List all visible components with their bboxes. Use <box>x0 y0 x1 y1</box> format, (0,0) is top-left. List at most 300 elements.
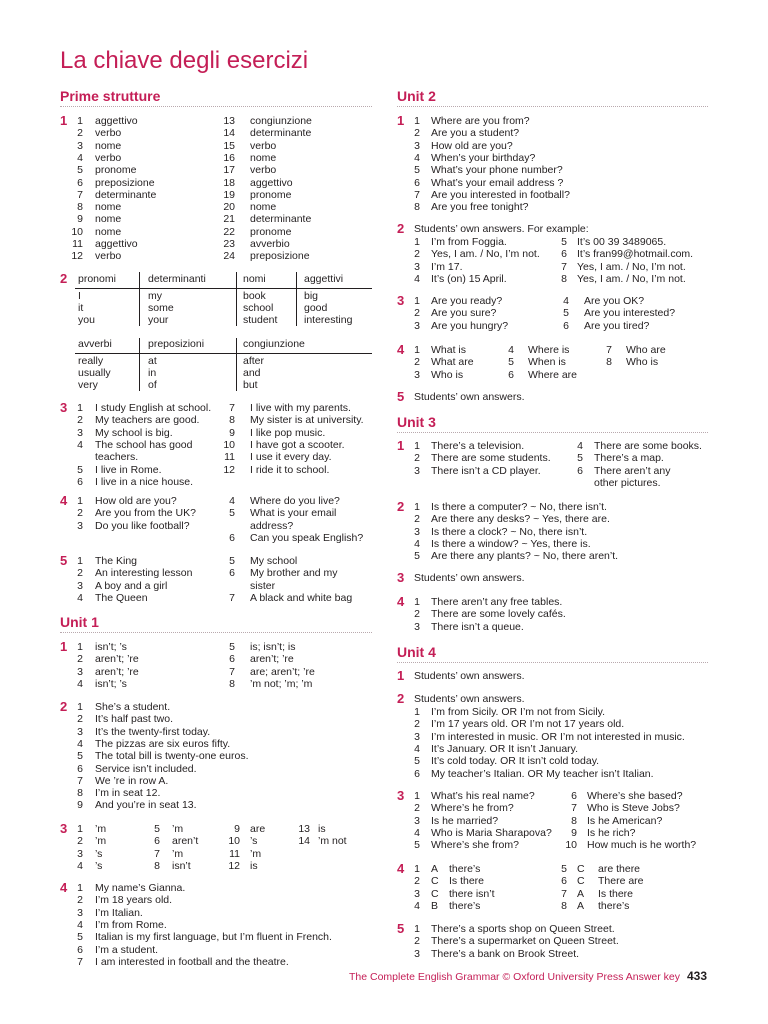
item-number: 19 <box>223 188 235 201</box>
item-number: 3 <box>414 730 420 743</box>
section-divider <box>397 432 708 433</box>
table-cell: after <box>243 355 265 367</box>
item-answer: determinante <box>250 127 312 140</box>
table-cell: school <box>243 302 274 314</box>
item-number: 6 <box>229 567 235 580</box>
item-number: 4 <box>577 440 583 452</box>
item-answer: What’s your phone number? <box>431 164 563 177</box>
item-number: 5 <box>414 839 420 852</box>
section-heading: Unit 1 <box>60 614 99 630</box>
item-number: 2 <box>414 608 420 621</box>
item-number: 10 <box>228 835 240 848</box>
item-answer: A boy and a girl <box>95 579 168 592</box>
exercise-number: 2 <box>60 271 68 286</box>
item-number: 4 <box>414 272 420 285</box>
item-answer: My teacher’s Italian. OR My teacher isn’t Italian. <box>431 767 654 780</box>
item-number: 6 <box>563 319 569 332</box>
item-number: 17 <box>223 164 235 177</box>
item-answer: nome <box>250 201 277 214</box>
item-answer: Are you a student? <box>431 127 520 140</box>
item-answer: nome <box>95 213 122 226</box>
exercise-number: 2 <box>397 691 405 706</box>
exercise-number: 4 <box>397 594 405 609</box>
item-number: 3 <box>77 906 83 919</box>
item-number: 1 <box>77 402 83 414</box>
item-answer: There’s a map. <box>594 452 664 465</box>
item-number: 5 <box>561 236 567 248</box>
item-number: 1 <box>414 295 420 307</box>
item-answer: isn’t; ’s <box>95 641 127 653</box>
item-number: 11 <box>72 238 83 250</box>
item-answer: I live in a nice house. <box>95 475 194 488</box>
item-number: 6 <box>508 368 514 381</box>
item-number: 7 <box>229 665 235 678</box>
item-answer: aggettivo <box>95 115 138 127</box>
item-number: 8 <box>154 859 160 872</box>
item-answer: ’m <box>172 847 184 860</box>
item-number: 16 <box>223 151 235 164</box>
item-number: 4 <box>77 918 83 931</box>
item-answer: Are you free tonight? <box>431 201 529 214</box>
item-answer: What is your email address? <box>250 507 337 532</box>
item-number: 1 <box>77 641 83 653</box>
item-number: 7 <box>77 955 83 968</box>
item-number: 6 <box>229 653 235 666</box>
item-number: 6 <box>229 531 235 544</box>
item-number: 3 <box>77 665 83 678</box>
section-heading: Unit 3 <box>397 414 436 430</box>
item-answer: Can you speak English? <box>250 531 364 544</box>
item-answer: The King <box>95 555 138 567</box>
exercise-intro: Students’ own answers. For example: <box>414 223 589 235</box>
item-answer: ’m not; ’m; ’m <box>250 677 313 690</box>
section-divider <box>397 662 708 663</box>
item-letter: A <box>431 863 439 875</box>
item-number: 2 <box>414 718 420 731</box>
item-number: 3 <box>414 620 420 633</box>
item-answer: There are some books. <box>594 440 702 452</box>
item-answer: nome <box>95 225 122 238</box>
item-answer: There are some students. <box>431 452 551 465</box>
item-answer: ’m <box>250 847 262 860</box>
page-number: 433 <box>687 969 708 983</box>
item-number: 3 <box>414 368 420 381</box>
item-number: 14 <box>223 127 235 140</box>
item-number: 6 <box>154 835 160 848</box>
item-number: 2 <box>77 127 83 140</box>
item-number: 24 <box>223 250 235 263</box>
item-answer: The Queen <box>95 591 148 604</box>
item-number: 2 <box>414 248 420 261</box>
item-number: 7 <box>229 402 235 414</box>
item-answer: aren’t; ’re <box>95 653 139 666</box>
exercise-number: 2 <box>397 499 405 514</box>
item-answer: I’m from Sicily. OR I’m not from Sicily. <box>431 706 606 718</box>
item-number: 3 <box>414 814 420 827</box>
item-number: 8 <box>414 201 420 214</box>
item-answer: nome <box>250 151 277 164</box>
item-answer: are <box>250 823 266 835</box>
item-answer: verbo <box>250 139 277 152</box>
item-number: 6 <box>77 176 83 189</box>
section-divider <box>60 632 372 633</box>
item-number: 7 <box>229 591 235 604</box>
item-answer: Where are you from? <box>431 115 530 127</box>
item-number: 7 <box>77 774 83 787</box>
item-answer: There are <box>598 875 644 888</box>
item-answer: Are there any desks? ~ Yes, there are. <box>431 513 610 526</box>
item-letter: C <box>431 875 439 888</box>
item-number: 9 <box>77 213 83 226</box>
item-answer: There’s a sports shop on Queen Street. <box>431 923 615 935</box>
item-answer: I’m Italian. <box>95 906 143 919</box>
item-number: 3 <box>77 426 83 439</box>
item-answer: I’m 18 years old. <box>95 894 173 907</box>
item-number: 7 <box>414 188 420 201</box>
exercise-number: 1 <box>60 639 68 654</box>
item-number: 6 <box>561 248 567 261</box>
exercise-number: 2 <box>397 221 405 236</box>
item-number: 4 <box>229 495 235 507</box>
item-answer: Is there <box>449 875 485 888</box>
item-number: 1 <box>414 706 420 718</box>
exercise-number: 3 <box>60 400 68 415</box>
item-answer: Is there a computer? ~ No, there isn’t. <box>431 501 607 513</box>
exercise-number: 1 <box>397 668 405 683</box>
item-answer: I’m 17. <box>431 260 463 273</box>
item-number: 1 <box>414 501 420 513</box>
item-number: 14 <box>298 835 310 848</box>
item-answer: Service isn’t included. <box>95 762 197 775</box>
item-answer: ’m <box>95 823 107 835</box>
item-answer: My brother and my sister <box>250 567 338 592</box>
item-answer: determinante <box>250 213 312 226</box>
item-number: 3 <box>77 725 83 738</box>
item-answer: aren’t; ’re <box>250 653 294 666</box>
item-answer: Are you hungry? <box>431 319 509 332</box>
item-answer: How old are you? <box>95 495 177 507</box>
item-answer: What’s your email address ? <box>431 176 564 189</box>
item-answer: It’s cold today. OR It isn’t cold today. <box>431 755 600 768</box>
item-answer: Who is Steve Jobs? <box>587 802 680 815</box>
item-answer: It’s (on) 15 April. <box>431 272 507 285</box>
item-number: 5 <box>577 452 583 465</box>
item-number: 5 <box>414 755 420 768</box>
item-answer: Where do you live? <box>250 495 340 507</box>
item-number: 12 <box>228 859 240 872</box>
table-header: nomi <box>243 273 266 285</box>
item-answer: Is there <box>598 887 634 900</box>
item-number: 20 <box>223 201 235 214</box>
item-answer: avverbio <box>250 238 290 250</box>
item-answer: ’s <box>250 835 258 848</box>
item-answer: Is he rich? <box>587 826 636 839</box>
table-header: congiunzione <box>243 338 305 350</box>
item-number: 3 <box>77 847 83 860</box>
item-answer: pronome <box>250 225 292 238</box>
item-answer: Are you from the UK? <box>95 507 196 520</box>
item-letter: B <box>431 899 439 912</box>
item-answer: Are you sure? <box>431 307 497 320</box>
item-answer: ’m <box>95 835 107 848</box>
item-number: 5 <box>154 823 160 835</box>
item-number: 1 <box>77 823 83 835</box>
exercise-intro: Students’ own answers. <box>414 693 525 705</box>
item-number: 8 <box>561 272 567 285</box>
exercise-intro: Students’ own answers. <box>414 670 525 682</box>
table-cell: it <box>78 302 84 314</box>
item-answer: A black and white bag <box>250 591 353 604</box>
page-title: La chiave degli esercizi <box>60 47 309 74</box>
item-answer: There aren’t any other pictures. <box>594 464 671 489</box>
item-answer: It’s the twenty-first today. <box>95 725 211 738</box>
item-number: 10 <box>565 839 577 852</box>
table-cell: in <box>148 367 157 379</box>
item-answer: Are there any plants? ~ No, there aren’t. <box>431 550 619 563</box>
item-number: 3 <box>414 525 420 538</box>
item-number: 1 <box>77 115 83 127</box>
item-number: 3 <box>414 260 420 273</box>
item-answer: What are <box>431 356 474 369</box>
exercise-number: 1 <box>60 113 68 128</box>
item-answer: pronome <box>250 188 292 201</box>
item-answer: I live in Rome. <box>95 463 162 476</box>
item-number: 10 <box>223 438 235 451</box>
item-number: 5 <box>77 164 83 177</box>
item-answer: Who are <box>626 344 666 356</box>
item-answer: I’m in seat 12. <box>95 787 161 800</box>
item-answer: aren’t <box>172 835 199 848</box>
item-number: 3 <box>414 319 420 332</box>
section-heading: Unit 2 <box>397 88 436 104</box>
table-cell: your <box>148 314 169 326</box>
item-number: 3 <box>414 947 420 960</box>
item-answer: She’s a student. <box>95 701 171 713</box>
item-number: 1 <box>414 236 420 248</box>
item-answer: I’m interested in music. OR I’m not interested in music. <box>431 730 685 743</box>
item-answer: there’s <box>449 899 481 912</box>
exercise-number: 2 <box>60 699 68 714</box>
item-answer: An interesting lesson <box>95 567 193 580</box>
item-answer: It’s half past two. <box>95 713 174 726</box>
item-answer: preposizione <box>95 176 155 189</box>
item-number: 3 <box>414 139 420 152</box>
item-answer: Where’s she from? <box>431 839 519 852</box>
item-number: 4 <box>414 826 420 839</box>
table-cell: very <box>78 379 98 391</box>
table-column-divider <box>139 272 140 326</box>
item-answer: I’m from Rome. <box>95 918 167 931</box>
item-number: 1 <box>77 495 83 507</box>
item-answer: Yes, I am. / No, I’m not. <box>577 272 686 285</box>
item-answer: Who is <box>431 368 464 381</box>
item-number: 6 <box>414 176 420 189</box>
item-answer: are there <box>598 863 641 875</box>
item-number: 2 <box>414 127 420 140</box>
table-cell: big <box>304 290 319 302</box>
table-cell: good <box>304 302 328 314</box>
item-answer: Are you ready? <box>431 295 503 307</box>
exercise-number: 4 <box>60 880 68 895</box>
table-cell: my <box>148 290 162 302</box>
exercise-intro: Students’ own answers. <box>414 572 525 584</box>
table-cell: interesting <box>304 314 353 326</box>
table-cell: some <box>148 302 174 314</box>
item-number: 4 <box>414 151 420 164</box>
item-number: 5 <box>77 750 83 763</box>
item-answer: ’m <box>172 823 184 835</box>
item-answer: There are some lovely cafés. <box>431 608 566 621</box>
item-number: 2 <box>414 307 420 320</box>
table-cell: really <box>78 355 104 367</box>
item-number: 5 <box>563 307 569 320</box>
item-number: 12 <box>223 463 235 476</box>
item-number: 8 <box>229 677 235 690</box>
item-answer: isn’t <box>172 859 191 872</box>
item-answer: My name’s Gianna. <box>95 882 186 894</box>
item-number: 4 <box>77 859 83 872</box>
item-number: 2 <box>77 653 83 666</box>
item-answer: Who is Maria Sharapova? <box>431 826 552 839</box>
item-answer: aggettivo <box>250 176 293 189</box>
item-number: 11 <box>224 451 235 464</box>
item-number: 8 <box>571 814 577 827</box>
item-number: 5 <box>77 931 83 944</box>
item-number: 2 <box>77 894 83 907</box>
item-answer: There’s a bank on Brook Street. <box>431 947 580 960</box>
item-letter: C <box>577 875 585 888</box>
item-answer: determinante <box>95 188 157 201</box>
item-answer: isn’t; ’s <box>95 677 127 690</box>
item-number: 3 <box>77 139 83 152</box>
item-number: 13 <box>223 115 235 127</box>
item-number: 6 <box>571 790 577 802</box>
item-answer: Are you OK? <box>584 295 645 307</box>
item-number: 2 <box>77 507 83 520</box>
item-number: 4 <box>77 438 83 451</box>
item-answer: The pizzas are six euros fifty. <box>95 737 231 750</box>
item-answer: Where is <box>528 344 570 356</box>
item-answer: is <box>250 859 258 872</box>
item-number: 10 <box>71 225 83 238</box>
item-number: 1 <box>414 790 420 802</box>
item-answer: ’m not <box>318 835 347 848</box>
footer-credit: The Complete English Grammar © Oxford University Press Answer key <box>348 971 680 983</box>
item-answer: And you’re in seat 13. <box>95 799 197 812</box>
item-number: 5 <box>561 863 567 875</box>
item-number: 21 <box>223 213 235 226</box>
table-column-divider <box>236 338 237 391</box>
item-number: 8 <box>229 414 235 427</box>
item-number: 7 <box>561 887 567 900</box>
item-answer: Yes, I am. / No, I’m not. <box>577 260 686 273</box>
item-answer: I have got a scooter. <box>250 438 345 451</box>
item-number: 8 <box>77 787 83 800</box>
item-number: 1 <box>77 882 83 894</box>
item-answer: Italian is my first language, but I’m fluent in French. <box>95 931 332 944</box>
item-answer: Who is <box>626 356 659 369</box>
item-answer: nome <box>95 201 122 214</box>
item-number: 2 <box>414 356 420 369</box>
item-answer: There’s a television. <box>431 440 525 452</box>
item-number: 2 <box>414 802 420 815</box>
item-number: 5 <box>229 555 235 567</box>
item-answer: What’s his real name? <box>431 790 535 802</box>
item-number: 22 <box>223 225 235 238</box>
table-cell: you <box>78 314 95 326</box>
item-answer: We ’re in row A. <box>95 774 169 787</box>
item-number: 6 <box>414 767 420 780</box>
item-number: 1 <box>414 923 420 935</box>
item-number: 1 <box>414 115 420 127</box>
section-heading: Unit 4 <box>397 644 436 660</box>
item-letter: C <box>431 887 439 900</box>
item-number: 1 <box>414 596 420 608</box>
item-number: 23 <box>223 238 235 250</box>
exercise-number: 3 <box>397 570 405 585</box>
item-number: 6 <box>561 875 567 888</box>
table-header: preposizioni <box>148 338 205 350</box>
item-number: 5 <box>508 356 514 369</box>
item-number: 1 <box>414 344 420 356</box>
item-number: 4 <box>414 899 420 912</box>
item-answer: I’m from Foggia. <box>431 236 507 248</box>
item-number: 3 <box>77 579 83 592</box>
item-number: 2 <box>414 935 420 948</box>
item-answer: I like pop music. <box>250 426 326 439</box>
exercise-number: 3 <box>397 788 405 803</box>
item-answer: There’s a supermarket on Queen Street. <box>431 935 619 948</box>
item-answer: there’s <box>449 863 481 875</box>
item-number: 2 <box>77 835 83 848</box>
table-cell: of <box>148 379 157 391</box>
table-column-divider <box>139 338 140 391</box>
item-number: 9 <box>77 799 83 812</box>
item-number: 2 <box>77 414 83 427</box>
item-number: 8 <box>561 899 567 912</box>
item-number: 5 <box>77 463 83 476</box>
table-cell: book <box>243 290 266 302</box>
exercise-number: 5 <box>60 553 68 568</box>
item-answer: There isn’t a queue. <box>431 620 524 633</box>
item-answer: verbo <box>250 164 277 177</box>
item-answer: I’m 17 years old. OR I’m not 17 years old. <box>431 718 625 731</box>
item-answer: there isn’t <box>449 887 495 900</box>
item-number: 2 <box>77 713 83 726</box>
item-number: 3 <box>77 519 83 532</box>
item-answer: I live with my parents. <box>250 402 351 414</box>
item-number: 2 <box>414 452 420 465</box>
item-letter: C <box>577 863 585 875</box>
item-number: 5 <box>229 507 235 520</box>
item-answer: The total bill is twenty-one euros. <box>95 750 249 763</box>
item-number: 4 <box>414 742 420 755</box>
item-answer: I am interested in football and the theatre. <box>95 955 289 968</box>
item-answer: verbo <box>95 250 122 263</box>
exercise-number: 4 <box>397 861 405 876</box>
item-answer: Is he married? <box>431 814 499 827</box>
item-answer: ’s <box>95 847 103 860</box>
item-answer: My teachers are good. <box>95 414 200 427</box>
item-answer: Is he American? <box>587 814 663 827</box>
item-answer: Is there a clock? ~ No, there isn’t. <box>431 525 588 538</box>
item-number: 6 <box>77 943 83 956</box>
item-number: 5 <box>414 550 420 563</box>
item-answer: What is <box>431 344 467 356</box>
item-number: 4 <box>77 737 83 750</box>
item-number: 1 <box>414 440 420 452</box>
table-header-rule <box>75 353 372 354</box>
